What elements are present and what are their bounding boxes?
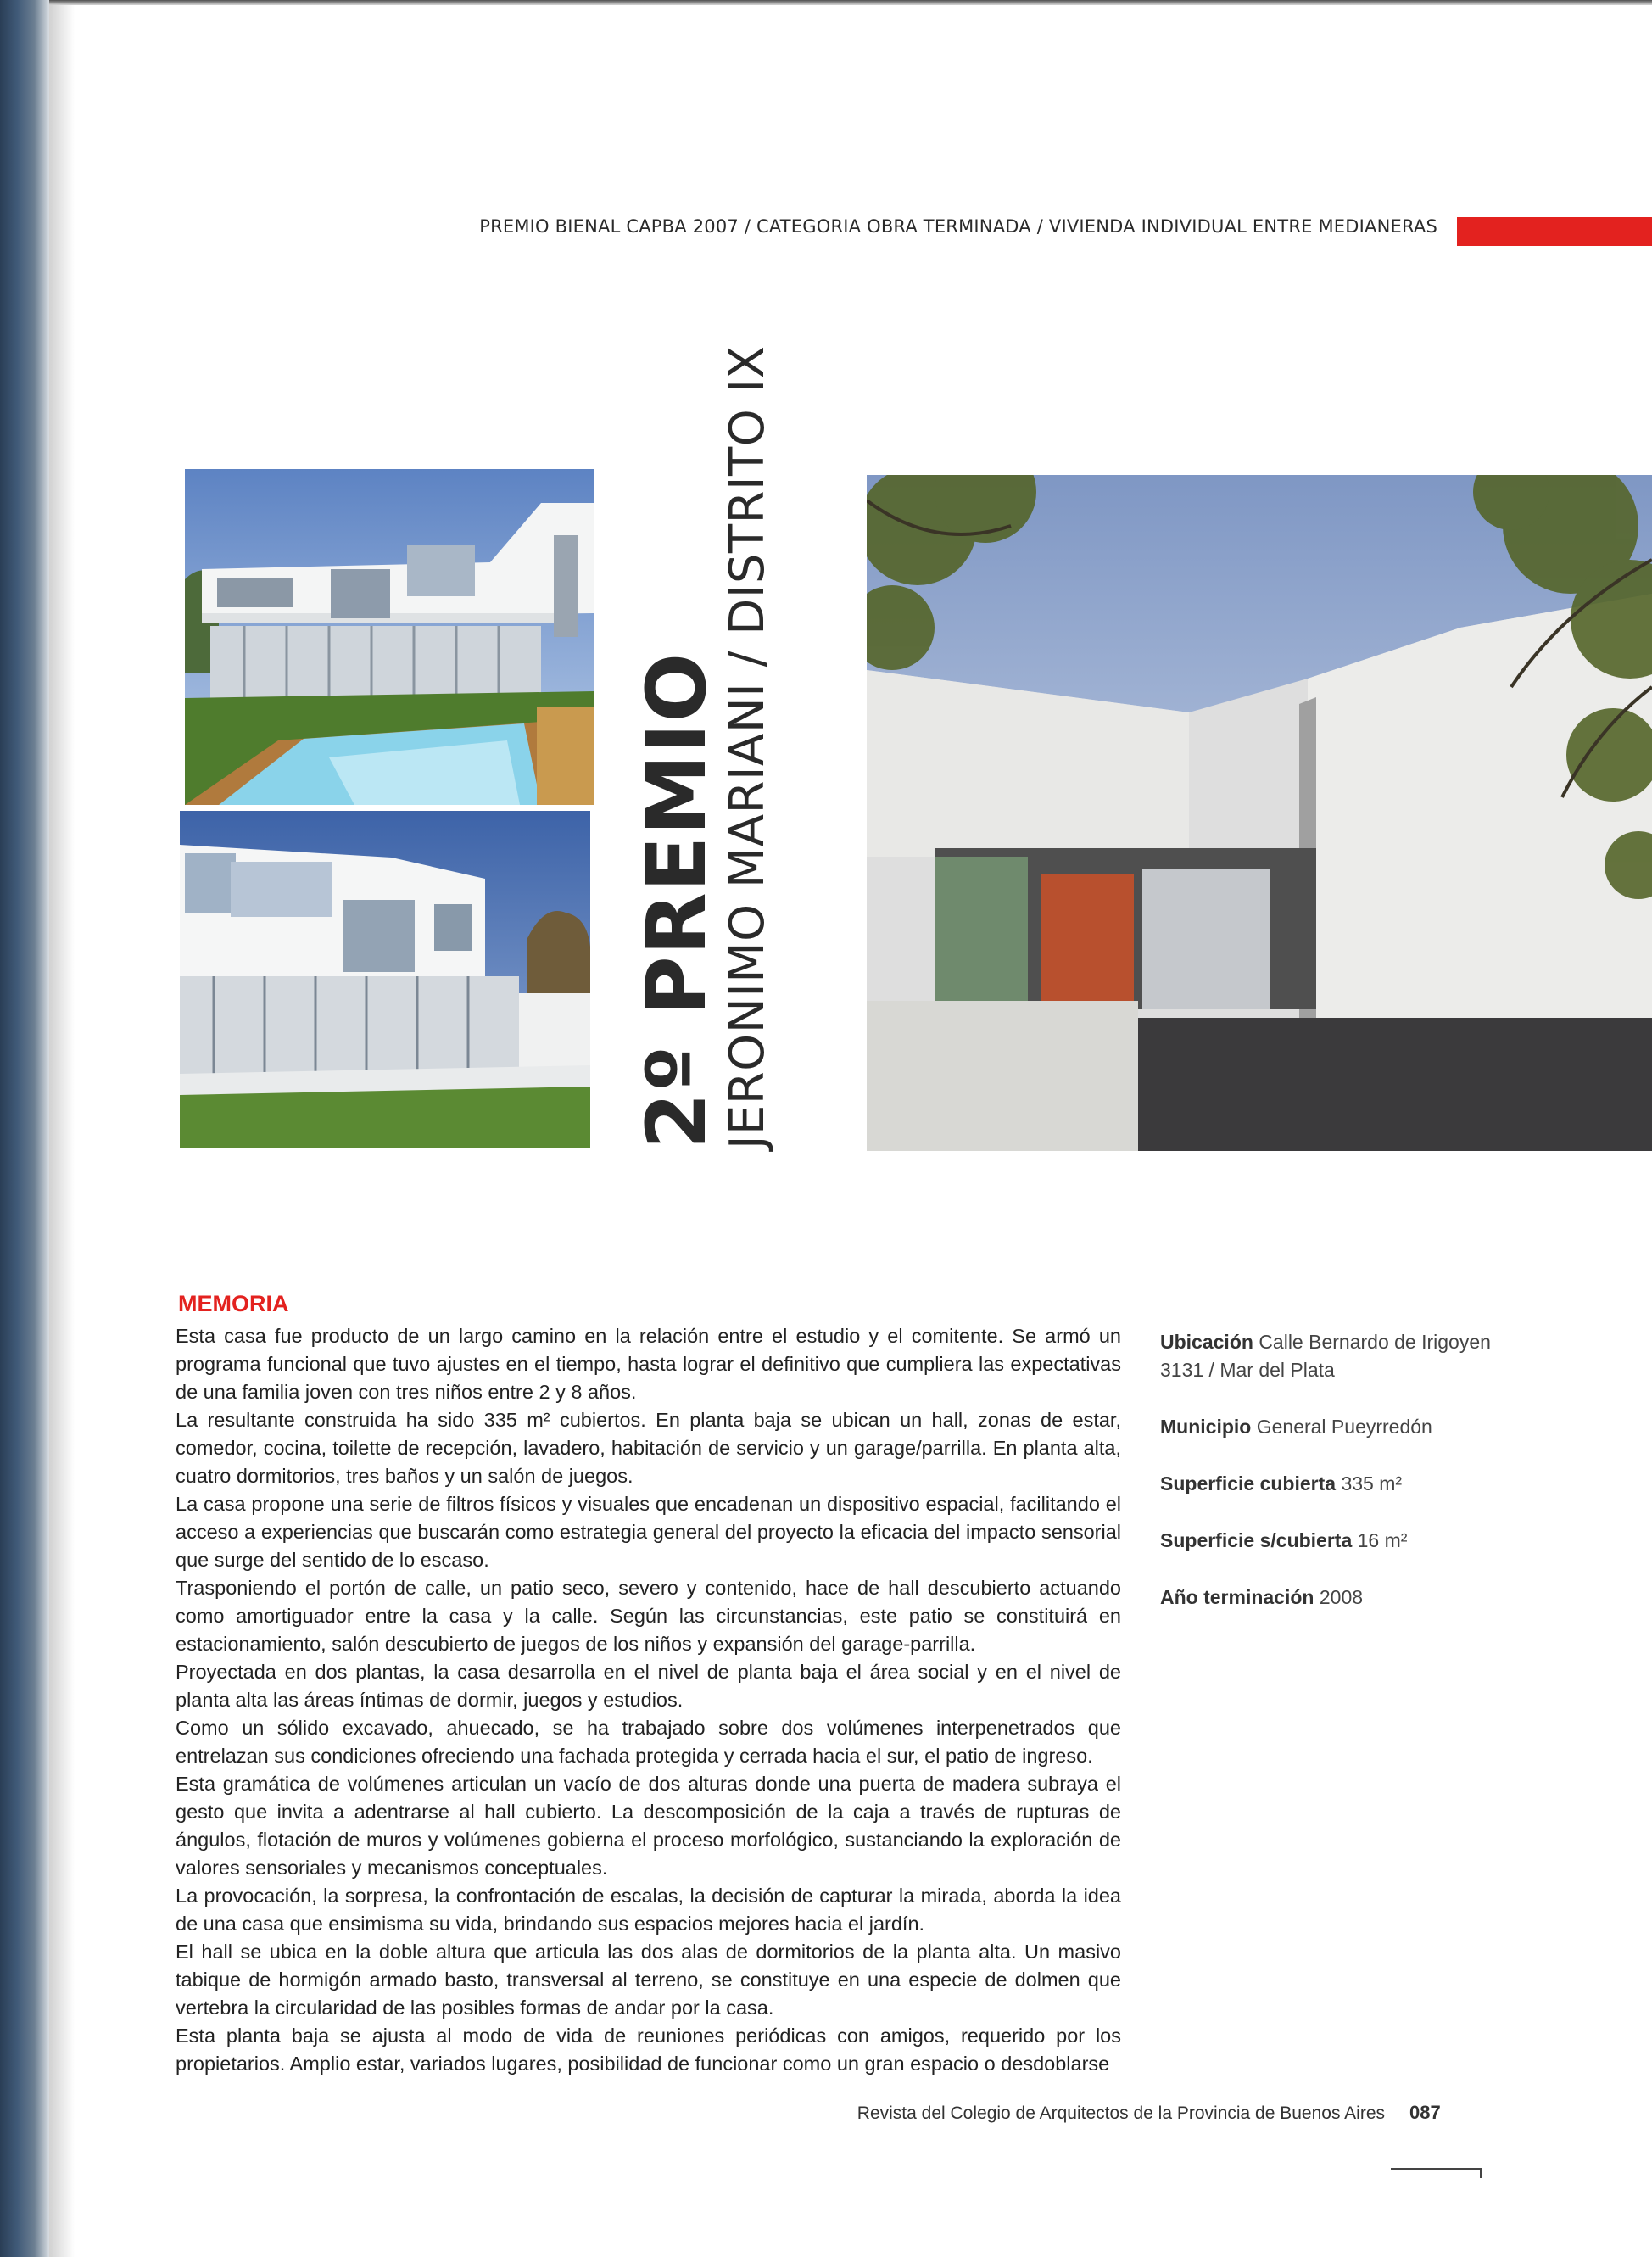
memoria-paragraph: Como un sólido excavado, ahuecado, se ha trabajado sobre dos volúmenes interpenetrados que entrelazan sus condiciones ofreciendo una fachada protegida y cerrada hacia el sur, el patio de ingreso. <box>176 1717 1121 1767</box>
data-value: General Pueyrredón <box>1256 1416 1432 1438</box>
data-label: Superficie s/cubierta <box>1160 1529 1353 1551</box>
memoria-heading: MEMORIA <box>178 1291 289 1316</box>
data-ano-terminacion <box>1160 1584 1516 1612</box>
scan-spine-shadow <box>49 0 75 2257</box>
data-label: Año terminación <box>1160 1586 1314 1608</box>
footer-rule <box>1391 2168 1481 2170</box>
data-municipio <box>1160 1413 1516 1441</box>
photo-facade <box>867 475 1652 1151</box>
data-label: Municipio <box>1160 1416 1252 1438</box>
data-ubicacion <box>1160 1328 1516 1384</box>
photo-house-garden <box>180 811 590 1148</box>
memoria-paragraph: Trasponiendo el portón de calle, un patio seco, severo y contenido, hace de hall descubierto actuando como amortiguador entre la casa y la calle. Según las circunstancias, este patio se constituirá en estacionamiento, salón descubierto de juegos de los niños y expansión del garage-parrilla. <box>176 1577 1121 1655</box>
memoria-body <box>176 1322 1121 2078</box>
data-superficie-descubierta <box>1160 1527 1516 1555</box>
data-value: 335 m² <box>1341 1472 1403 1494</box>
photo-house-pool <box>185 469 594 805</box>
memoria-paragraph: Esta planta baja se ajusta al modo de vida de reuniones periódicas con amigos, requerido por los propietarios. Amplio estar, variados lugares, posibilidad de funcionar como un gran espacio o desdoblarse <box>176 2025 1121 2075</box>
memoria-paragraph: Esta casa fue producto de un largo camino en la relación entre el estudio y el comitente. Se armó un programa funcional que tuvo ajustes en el tiempo, hasta lograr el definitivo que cumpliera las expectativas de una familia joven con tres niños entre 2 y 8 años. <box>176 1325 1121 1403</box>
header-accent-bar <box>1457 217 1652 246</box>
data-value: 2008 <box>1319 1586 1364 1608</box>
page-number: 087 <box>1409 2102 1441 2123</box>
data-value: Calle Bernardo de Irigoyen 3131 / Mar del Plata <box>1160 1331 1491 1381</box>
memoria-paragraph: Esta gramática de volúmenes articulan un vacío de dos alturas donde una puerta de madera subraya el gesto que invita a adentrarse al hall cubierto. La descomposición de la caja a través de rupturas de ángulos, flotación de muros y volúmenes gobierna el proceso morfológico, sustanciando la exploración de valores sensoriales y mecanismos conceptuales. <box>176 1773 1121 1879</box>
memoria-paragraph: El hall se ubica en la doble altura que articula las dos alas de dormitorios de la planta alta. Un masivo tabique de hormigón armado basto, transversal al terreno, se constituye en una especie de dolmen que vertebra la circularidad de las posibles formas de andar por la casa. <box>176 1941 1121 2019</box>
footer-rule-tick <box>1480 2168 1482 2178</box>
award-title: 2º PREMIO <box>629 651 724 1149</box>
section-header: PREMIO BIENAL CAPBA 2007 / CATEGORIA OBRA TERMINADA / VIVIENDA INDIVIDUAL ENTRE MEDIANERAS <box>479 216 1437 237</box>
data-label: Superficie cubierta <box>1160 1472 1337 1494</box>
scan-spine <box>0 0 49 2257</box>
data-value: 16 m² <box>1357 1529 1408 1551</box>
footer-publication: Revista del Colegio de Arquitectos de la Provincia de Buenos Aires <box>857 2103 1385 2123</box>
data-label: Ubicación <box>1160 1331 1253 1353</box>
memoria-paragraph: La resultante construida ha sido 335 m² cubiertos. En planta baja se ubican un hall, zonas de estar, comedor, cocina, toilette de recepción, lavadero, habitación de servicio y un garage/parrilla. En planta alta, cuatro dormitorios, tres baños y un salón de juegos. <box>176 1409 1121 1487</box>
author-title: JERONIMO MARIANI / DISTRITO IX <box>720 345 775 1149</box>
data-superficie-cubierta <box>1160 1470 1516 1498</box>
memoria-paragraph: Proyectada en dos plantas, la casa desarrolla en el nivel de planta baja el área social y en el nivel de planta alta las áreas íntimas de dormir, juegos y estudios. <box>176 1661 1121 1711</box>
memoria-paragraph: La casa propone una serie de filtros físicos y visuales que encadenan un dispositivo espacial, facilitando el acceso a experiencias que buscarán como estrategia general del proyecto la eficacia del impacto sensorial que surge del sentido de lo escaso. <box>176 1493 1121 1571</box>
scan-top-rule <box>49 0 1652 5</box>
memoria-paragraph: La provocación, la sorpresa, la confrontación de escalas, la decisión de capturar la mirada, aborda la idea de una casa que ensimisma su vida, brindando sus espacios mejores hacia el jardín. <box>176 1885 1121 1935</box>
project-data <box>1160 1328 1516 1640</box>
